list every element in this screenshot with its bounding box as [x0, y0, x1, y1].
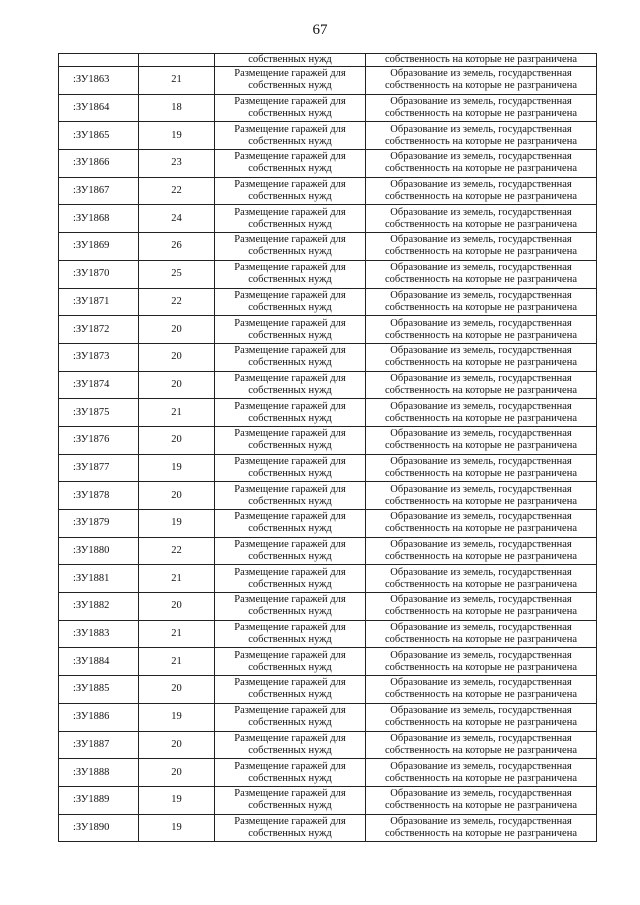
land-category-line-2: собственность на которые не разграничена — [385, 163, 577, 175]
land-category-line-1: Образование из земель, государственная — [390, 622, 572, 634]
land-category-cell — [366, 150, 597, 178]
permitted-use-line-2: собственных нужд — [248, 274, 332, 286]
land-category-line-1: Образование из земель, государственная — [390, 788, 572, 800]
land-category-cell — [366, 316, 597, 344]
table-row — [59, 67, 597, 95]
land-category-cell — [366, 426, 597, 454]
land-category-cell — [366, 343, 597, 371]
land-category-line-1: Образование из земель, государственная — [390, 317, 572, 329]
plot-id-cell: :ЗУ1888 — [59, 759, 139, 787]
table-row — [59, 371, 597, 399]
plot-area-cell: 19 — [139, 510, 215, 538]
land-category-cell — [366, 786, 597, 814]
plot-area-cell — [139, 54, 215, 67]
land-category-line-1: Образование из земель, государственная — [390, 705, 572, 717]
plot-id-cell: :ЗУ1882 — [59, 593, 139, 621]
permitted-use-cell — [215, 316, 366, 344]
land-category-cell — [366, 371, 597, 399]
permitted-use-line-1: Размещение гаражей для — [234, 760, 346, 772]
plot-id-cell: :ЗУ1870 — [59, 260, 139, 288]
land-category-line-2: собственность на которые не разграничена — [385, 495, 577, 507]
land-category-line-2: собственность на которые не разграничена — [385, 412, 577, 424]
permitted-use-cell — [215, 731, 366, 759]
table-row — [59, 482, 597, 510]
permitted-use-line-1: Размещение гаражей для — [234, 400, 346, 412]
permitted-use-line-2: собственных нужд — [248, 634, 332, 646]
permitted-use-cell — [215, 703, 366, 731]
permitted-use-line-2: собственных нужд — [248, 467, 332, 479]
land-category-line-1: Образование из земель, государственная — [390, 179, 572, 191]
land-category-cell — [366, 676, 597, 704]
plot-id-cell: :ЗУ1876 — [59, 426, 139, 454]
plot-id-cell: :ЗУ1889 — [59, 786, 139, 814]
plot-area-cell: 21 — [139, 620, 215, 648]
permitted-use-cell — [215, 371, 366, 399]
table-row — [59, 122, 597, 150]
land-category-line-2: собственность на которые не разграничена — [385, 772, 577, 784]
permitted-use-line-1: Размещение гаражей для — [234, 372, 346, 384]
land-category-line-2: собственность на которые не разграничена — [385, 108, 577, 120]
plot-area-cell: 21 — [139, 399, 215, 427]
land-category-line-2: собственность на которые не разграничена — [385, 274, 577, 286]
land-category-line-1: Образование из земель, государственная — [390, 732, 572, 744]
plot-area-cell: 26 — [139, 233, 215, 261]
table-row — [59, 205, 597, 233]
land-category-line-1: Образование из земель, государственная — [390, 262, 572, 274]
land-category-line-1: Образование из земель, государственная — [390, 539, 572, 551]
permitted-use-cell — [215, 565, 366, 593]
plot-id-cell: :ЗУ1877 — [59, 454, 139, 482]
continuation-row — [59, 54, 597, 67]
permitted-use-line-1: Размещение гаражей для — [234, 815, 346, 827]
permitted-use-line-1: Размещение гаражей для — [234, 677, 346, 689]
permitted-use-line-2: собственных нужд — [248, 80, 332, 92]
plot-area-cell: 20 — [139, 593, 215, 621]
permitted-use-cell — [215, 676, 366, 704]
land-category-line-1: Образование из земель, государственная — [390, 483, 572, 495]
permitted-use-cell — [215, 814, 366, 842]
permitted-use-line-1: Размещение гаражей для — [234, 705, 346, 717]
land-category-line-1: Образование из земель, государственная — [390, 151, 572, 163]
permitted-use-cell — [215, 399, 366, 427]
permitted-use-line-1: Размещение гаражей для — [234, 566, 346, 578]
land-category-line-1: Образование из земель, государственная — [390, 96, 572, 108]
land-category-line-1: Образование из земель, государственная — [390, 594, 572, 606]
permitted-use-line-2: собственных нужд — [248, 523, 332, 535]
permitted-use-line-2: собственных нужд — [248, 191, 332, 203]
plot-id-cell: :ЗУ1871 — [59, 288, 139, 316]
permitted-use-line-2: собственных нужд — [248, 578, 332, 590]
permitted-use-line-1: Размещение гаражей для — [234, 317, 346, 329]
page-number: 67 — [312, 22, 328, 38]
plot-id-cell: :ЗУ1875 — [59, 399, 139, 427]
land-category-cell — [366, 510, 597, 538]
land-category-line-2: собственность на которые не разграничена — [385, 191, 577, 203]
permitted-use-cell — [215, 648, 366, 676]
land-category-line-2: собственность на которые не разграничена — [385, 606, 577, 618]
permitted-use-cell — [215, 343, 366, 371]
plot-id-cell: :ЗУ1867 — [59, 177, 139, 205]
table-row — [59, 177, 597, 205]
plot-id-cell: :ЗУ1886 — [59, 703, 139, 731]
land-category-cell: собственность на которые не разграничена — [366, 54, 597, 67]
land-category-cell — [366, 177, 597, 205]
permitted-use-cell — [215, 426, 366, 454]
table-row — [59, 620, 597, 648]
permitted-use-line-2: собственных нужд — [248, 218, 332, 230]
land-category-cell — [366, 454, 597, 482]
land-category-line-1: Образование из земель, государственная — [390, 206, 572, 218]
permitted-use-line-1: Размещение гаражей для — [234, 206, 346, 218]
permitted-use-line-2: собственных нужд — [248, 495, 332, 507]
permitted-use-line-1: Размещение гаражей для — [234, 732, 346, 744]
plot-area-cell: 25 — [139, 260, 215, 288]
land-category-line-2: собственность на которые не разграничена — [385, 827, 577, 839]
permitted-use-line-2: собственных нужд — [248, 412, 332, 424]
permitted-use-cell — [215, 759, 366, 787]
permitted-use-line-2: собственных нужд — [248, 551, 332, 563]
land-category-line-1: Образование из земель, государственная — [390, 760, 572, 772]
land-category-line-2: собственность на которые не разграничена — [385, 80, 577, 92]
land-category-line-1: Образование из земель, государственная — [390, 455, 572, 467]
plot-id-cell: :ЗУ1869 — [59, 233, 139, 261]
permitted-use-line-2: собственных нужд — [248, 800, 332, 812]
land-category-cell — [366, 67, 597, 95]
permitted-use-line-2: собственных нужд — [248, 689, 332, 701]
permitted-use-line-2: собственных нужд — [248, 772, 332, 784]
permitted-use-cell — [215, 67, 366, 95]
permitted-use-line-2: собственных нужд — [248, 606, 332, 618]
permitted-use-line-1: Размещение гаражей для — [234, 539, 346, 551]
land-category-line-1: Образование из земель, государственная — [390, 511, 572, 523]
table-row — [59, 648, 597, 676]
land-category-line-2: собственность на которые не разграничена — [385, 551, 577, 563]
plot-area-cell: 20 — [139, 759, 215, 787]
permitted-use-cell — [215, 454, 366, 482]
permitted-use-line-1: Размещение гаражей для — [234, 179, 346, 191]
plot-id-cell: :ЗУ1872 — [59, 316, 139, 344]
table-row — [59, 565, 597, 593]
permitted-use-line-1: Размещение гаражей для — [234, 483, 346, 495]
land-category-line-2: собственность на которые не разграничена — [385, 135, 577, 147]
permitted-use-line-2: собственных нужд — [248, 163, 332, 175]
plot-area-cell: 22 — [139, 288, 215, 316]
permitted-use-cell — [215, 288, 366, 316]
land-category-line-1: Образование из земель, государственная — [390, 400, 572, 412]
table-row — [59, 233, 597, 261]
permitted-use-line-2: собственных нужд — [248, 357, 332, 369]
land-category-cell — [366, 233, 597, 261]
table-row — [59, 426, 597, 454]
plot-area-cell: 21 — [139, 565, 215, 593]
land-category-line-2: собственность на которые не разграничена — [385, 523, 577, 535]
table-row — [59, 703, 597, 731]
land-category-line-2: собственность на которые не разграничена — [385, 384, 577, 396]
land-category-line-2: собственность на которые не разграничена — [385, 467, 577, 479]
land-category-line-2: собственность на которые не разграничена — [385, 301, 577, 313]
plot-area-cell: 22 — [139, 537, 215, 565]
table-row — [59, 510, 597, 538]
land-category-line-2: собственность на которые не разграничена — [385, 717, 577, 729]
permitted-use-cell — [215, 620, 366, 648]
table-row — [59, 593, 597, 621]
table-row — [59, 399, 597, 427]
land-category-line-2: собственность на которые не разграничена — [385, 689, 577, 701]
land-plots-table — [58, 53, 597, 842]
plot-area-cell: 20 — [139, 676, 215, 704]
permitted-use-cell — [215, 205, 366, 233]
plot-area-cell: 20 — [139, 731, 215, 759]
permitted-use-line-1: Размещение гаражей для — [234, 151, 346, 163]
land-category-cell — [366, 703, 597, 731]
land-category-line-2: собственность на которые не разграничена — [385, 218, 577, 230]
plot-area-cell: 19 — [139, 786, 215, 814]
land-category-line-2: собственность на которые не разграничена — [385, 440, 577, 452]
land-category-line-2: собственность на которые не разграничена — [385, 329, 577, 341]
land-category-line-2: собственность на которые не разграничена — [385, 357, 577, 369]
permitted-use-line-2: собственных нужд — [248, 661, 332, 673]
land-category-cell — [366, 482, 597, 510]
plot-area-cell: 23 — [139, 150, 215, 178]
land-category-line-1: Образование из земель, государственная — [390, 372, 572, 384]
permitted-use-line-2: собственных нужд — [248, 384, 332, 396]
permitted-use-line-2: собственных нужд — [248, 108, 332, 120]
land-category-cell — [366, 565, 597, 593]
plot-id-cell: :ЗУ1881 — [59, 565, 139, 593]
land-category-line-1: Образование из земель, государственная — [390, 428, 572, 440]
land-category-cell — [366, 94, 597, 122]
permitted-use-cell — [215, 482, 366, 510]
permitted-use-line-1: Размещение гаражей для — [234, 68, 346, 80]
plot-id-cell: :ЗУ1863 — [59, 67, 139, 95]
permitted-use-cell — [215, 537, 366, 565]
plot-id-cell — [59, 54, 139, 67]
table-row — [59, 94, 597, 122]
land-category-line-1: Образование из земель, государственная — [390, 345, 572, 357]
permitted-use-line-2: собственных нужд — [248, 717, 332, 729]
plot-id-cell: :ЗУ1878 — [59, 482, 139, 510]
table-row — [59, 343, 597, 371]
land-category-line-1: Образование из земель, государственная — [390, 68, 572, 80]
permitted-use-line-2: собственных нужд — [248, 827, 332, 839]
table-row — [59, 537, 597, 565]
permitted-use-line-2: собственных нужд — [248, 135, 332, 147]
permitted-use-cell — [215, 786, 366, 814]
permitted-use-line-1: Размещение гаражей для — [234, 649, 346, 661]
land-category-line-1: Образование из земель, государственная — [390, 234, 572, 246]
plot-id-cell: :ЗУ1874 — [59, 371, 139, 399]
land-category-line-2: собственность на которые не разграничена — [385, 578, 577, 590]
plot-area-cell: 20 — [139, 482, 215, 510]
plot-id-cell: :ЗУ1873 — [59, 343, 139, 371]
permitted-use-line-1: Размещение гаражей для — [234, 123, 346, 135]
plot-area-cell: 19 — [139, 703, 215, 731]
land-category-line-2: собственность на которые не разграничена — [385, 800, 577, 812]
table-row — [59, 814, 597, 842]
land-category-cell — [366, 399, 597, 427]
plot-id-cell: :ЗУ1880 — [59, 537, 139, 565]
plot-area-cell: 22 — [139, 177, 215, 205]
permitted-use-cell — [215, 122, 366, 150]
land-category-cell — [366, 205, 597, 233]
land-category-cell — [366, 593, 597, 621]
plot-id-cell: :ЗУ1883 — [59, 620, 139, 648]
plot-id-cell: :ЗУ1866 — [59, 150, 139, 178]
table-row — [59, 786, 597, 814]
table-row — [59, 731, 597, 759]
plot-area-cell: 21 — [139, 67, 215, 95]
permitted-use-line-2: собственных нужд — [248, 440, 332, 452]
plot-area-cell: 19 — [139, 122, 215, 150]
land-category-cell — [366, 122, 597, 150]
land-category-cell — [366, 620, 597, 648]
plot-area-cell: 20 — [139, 426, 215, 454]
permitted-use-line-1: Размещение гаражей для — [234, 594, 346, 606]
plot-area-cell: 24 — [139, 205, 215, 233]
permitted-use-cell — [215, 260, 366, 288]
plot-id-cell: :ЗУ1885 — [59, 676, 139, 704]
land-category-cell — [366, 288, 597, 316]
plot-area-cell: 21 — [139, 648, 215, 676]
plot-area-cell: 19 — [139, 454, 215, 482]
land-category-line-2: собственность на которые не разграничена — [385, 634, 577, 646]
permitted-use-line-1: Размещение гаражей для — [234, 345, 346, 357]
permitted-use-cell — [215, 233, 366, 261]
permitted-use-line-1: Размещение гаражей для — [234, 96, 346, 108]
plot-id-cell: :ЗУ1868 — [59, 205, 139, 233]
plot-area-cell: 19 — [139, 814, 215, 842]
land-category-cell — [366, 260, 597, 288]
plot-id-cell: :ЗУ1887 — [59, 731, 139, 759]
plot-id-cell: :ЗУ1865 — [59, 122, 139, 150]
permitted-use-cell — [215, 150, 366, 178]
plot-id-cell: :ЗУ1864 — [59, 94, 139, 122]
permitted-use-cell — [215, 177, 366, 205]
land-category-line-1: Образование из земель, государственная — [390, 677, 572, 689]
permitted-use-line-2: собственных нужд — [248, 329, 332, 341]
permitted-use-line-1: Размещение гаражей для — [234, 788, 346, 800]
land-category-cell — [366, 814, 597, 842]
plot-id-cell: :ЗУ1890 — [59, 814, 139, 842]
table-row — [59, 316, 597, 344]
land-category-line-2: собственность на которые не разграничена — [385, 744, 577, 756]
permitted-use-line-1: Размещение гаражей для — [234, 622, 346, 634]
land-category-line-1: Образование из земель, государственная — [390, 123, 572, 135]
permitted-use-line-2: собственных нужд — [248, 246, 332, 258]
table-row — [59, 260, 597, 288]
plot-id-cell: :ЗУ1879 — [59, 510, 139, 538]
table-row — [59, 150, 597, 178]
table-row — [59, 759, 597, 787]
permitted-use-cell — [215, 510, 366, 538]
permitted-use-line-1: Размещение гаражей для — [234, 428, 346, 440]
permitted-use-line-1: Размещение гаражей для — [234, 511, 346, 523]
permitted-use-cell — [215, 94, 366, 122]
plot-area-cell: 18 — [139, 94, 215, 122]
plot-area-cell: 20 — [139, 343, 215, 371]
permitted-use-line-1: Размещение гаражей для — [234, 455, 346, 467]
land-category-line-2: собственность на которые не разграничена — [385, 246, 577, 258]
plot-area-cell: 20 — [139, 371, 215, 399]
land-category-cell — [366, 731, 597, 759]
plot-id-cell: :ЗУ1884 — [59, 648, 139, 676]
table-row — [59, 676, 597, 704]
land-category-line-1: Образование из земель, государственная — [390, 566, 572, 578]
permitted-use-cell: собственных нужд — [215, 54, 366, 67]
permitted-use-line-1: Размещение гаражей для — [234, 234, 346, 246]
permitted-use-cell — [215, 593, 366, 621]
permitted-use-line-1: Размещение гаражей для — [234, 289, 346, 301]
land-category-line-1: Образование из земель, государственная — [390, 289, 572, 301]
plot-area-cell: 20 — [139, 316, 215, 344]
land-category-cell — [366, 537, 597, 565]
table-row — [59, 288, 597, 316]
permitted-use-line-2: собственных нужд — [248, 744, 332, 756]
land-category-cell — [366, 648, 597, 676]
table-row — [59, 454, 597, 482]
land-category-cell — [366, 759, 597, 787]
permitted-use-line-1: Размещение гаражей для — [234, 262, 346, 274]
land-category-line-2: собственность на которые не разграничена — [385, 661, 577, 673]
land-category-line-1: Образование из земель, государственная — [390, 649, 572, 661]
permitted-use-line-2: собственных нужд — [248, 301, 332, 313]
land-category-line-1: Образование из земель, государственная — [390, 815, 572, 827]
